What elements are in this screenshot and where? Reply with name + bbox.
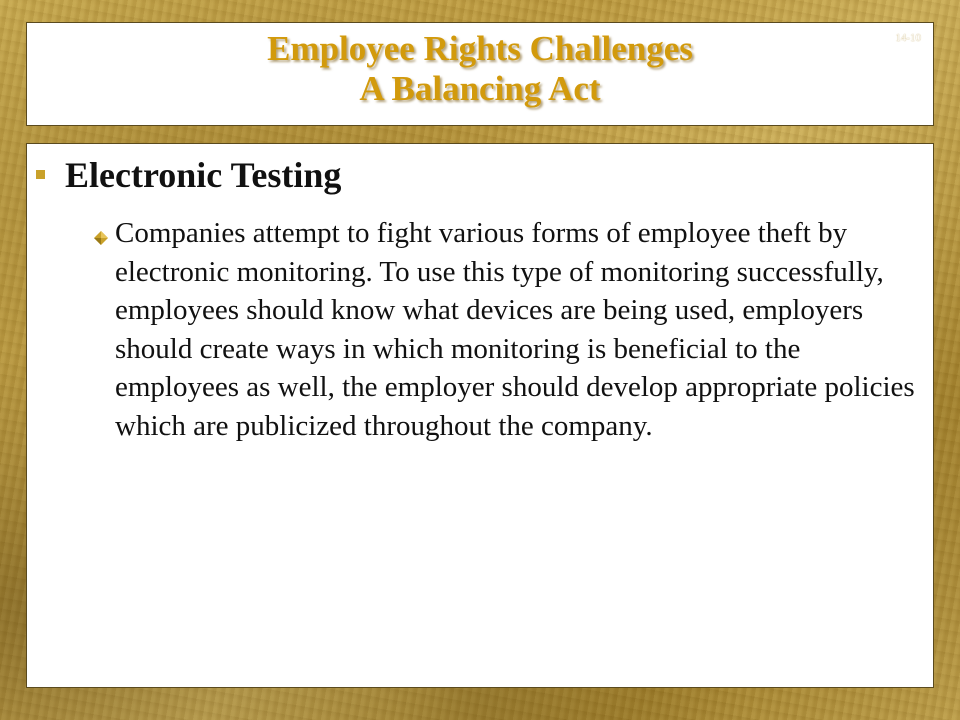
sub-bullet-text: Companies attempt to fight various forms of employee theft by electronic monitoring. To use this type of monitoring successfully, employees should know what devices are being used, employers should create ways in which monitoring is beneficial to the employees as well, the employer should develop appropriate policies which are publicized throughout the company. — [115, 217, 915, 442]
title-box — [26, 22, 934, 126]
slide-title — [27, 29, 933, 109]
slide-number: 14-10 — [895, 32, 921, 44]
bullet-heading: Electronic Testing — [65, 155, 342, 195]
square-bullet-icon — [36, 170, 45, 179]
diamond-bullet-icon — [93, 230, 109, 246]
title-line-1: Employee Rights Challenges — [267, 29, 693, 68]
title-line-2: A Balancing Act — [359, 69, 601, 108]
content-box — [26, 143, 934, 688]
